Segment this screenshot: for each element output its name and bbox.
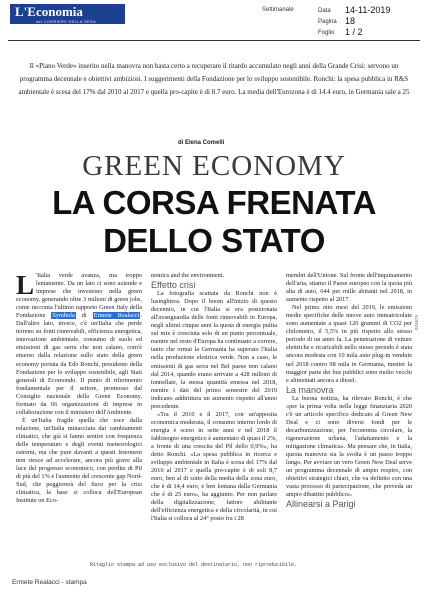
intro-deck: Il «Piano Verde» inserito nella manovra non basta certo a recuperare il ritardo accumulato negli anni della Grande Crisi: servono un programma decennale e obiettivi ambiziosi. I suggerimenti della Fondazione per lo sviluppo sostenibile. Ronchi: la spesa pubblica in R&S ambientale è scesa del 17% dal 2010 al 2017 e quella pro-capite è di 8.7 euro. La media dell'Eurozona è di 14.4 euro, in Germania sale a 25 xyxy=(18,62,410,96)
subheading-allinearsi-a-parigi: Allinearsi a Parigi xyxy=(286,499,356,510)
drop-cap: L xyxy=(16,272,35,300)
footer-label: Ermete Realacci - stampa xyxy=(12,579,87,586)
sheet-value: 1 / 2 xyxy=(345,27,363,37)
sheet-label: Foglio xyxy=(318,30,335,36)
page-label: Pagina xyxy=(318,19,337,25)
article-column-1: L 'Italia verde avanza, ma troppo lentamente. Da un lato ci sono aziende e imprese che investono nella green economy, generando oltre 3 milioni di green jobs, come racconta l'ultimo rapporto Green Italy della Fondazione Symbola di Ermete Realacci. Dall'altro lato, invece, c'è un'Italia che perde terreno su fonti rinnovabili, efficienza energetica, innovazione ambientale, consumo di suolo ed emissioni di gas serra che non calano, com'è emerso dalla relazione sullo stato della green economy portata da Edo Ronchi, presidente della Fondazione per lo sviluppo sostenibile, agli Stati generali di Ecomondo. Il punto di riferimento fondamentale per il settore, promosso dal Consiglio nazionale della Green Economy, formato da 66 organizzazioni di imprese in collaborazione con il ministero dell'Ambiente. È un'Italia fragile quella che esce dalla relazione, un'Italia minacciata dai cambiamenti climatici, che già si fanno sentire con frequenza delle temperature e degli eventi meteorologici estremi, ma che pure davanti a questi fenomeni non riesce ad accelerare, ancora più grave alla luce del progresso economico, con perdite di Pil di più del 1% e l'aumento del crescente gap Nord-Sud, che peggiorerà del fisco per la crisi climatica, la base si colloca dell'European Institute on Eco- xyxy=(16,272,142,505)
side-code: 074679 xyxy=(414,314,419,330)
paragraph: È un'Italia fragile quella che esce dalla relazione, un'Italia minacciata dai cambiamenti climatici, che già si fanno sentire con frequenza delle temperature e degli eventi meteorologici estremi, ma che pure davanti a questi fenomeni non riesce ad accelerare, ancora più grave alla luce del progresso economico, con perdite di Pil di più del 1% e l'aumento del crescente gap Nord-Sud, che peggiorerà del fisco per la crisi climatica, la base si colloca dell'European Institute on Eco- xyxy=(16,416,142,505)
article-column-2 xyxy=(151,272,277,564)
date-label: Data xyxy=(318,8,331,14)
paragraph: Nel primo otto mesi del 2019, le emissioni medie specifiche delle nuove auto immatricolate sono aumentate a quasi 120 grammi di CO2 per chilometro, il 5,5% in più rispetto allo stesso periodo di un anno fa. La penetrazione di vetture elettriche e ricaricabili nello stesso periodo è stata ancora modesta con 10 mila auto plug-in vendute nel 2018 contro 98 mila in Germania, mentre la maggior parte dei bus pubblici sono molto vecchi e alimentati ancora a diesel. xyxy=(286,304,412,384)
paragraph: nomics and the environment. xyxy=(151,272,225,279)
frequency-label: Settimanale xyxy=(262,7,294,13)
author-byline: di Elena Comelli xyxy=(178,140,225,146)
subheading-effetto-crisi: Effetto crisi xyxy=(151,280,196,291)
highlight-symbola: Symbola xyxy=(52,312,75,320)
clipping-note: Ritaglio stampa ad uso esclusivo del destinatario, non riproducibile. xyxy=(90,562,298,568)
paragraph: La fotografia scattata da Ronchi non è lusinghiera. Dopo il boom all'inizio di questo decennio, in cui l'Italia si era posizionata all'avanguardia delle fonti rinnovabili in Europa, negli ultimi cinque anni la quota di energia pulita sul mix è cresciuta solo di un punto percentuale, mentre nel resto d'Europa ha continuato a correre, tanto che ormai la Germania ha superato l'Italia nella produzione elettrica verde. Non a caso, le emissioni di gas serra nel Bel paese non calano dal 2014, quando erano arrivate a 428 milioni di tonnellate, la stessa quantità emessa nel 2018, mentre i dati del primo semestre del 2019 indicano addirittura un aumento rispetto all'anno precedente. xyxy=(151,290,277,410)
date-value: 14-11-2019 xyxy=(345,5,391,15)
paragraph: «Tra il 2010 e il 2017, con un'apposita economica moderata, il consumo interno lordo di energia è sceso in sette anni e nel 2018 il fabbisogno energetico è aumentato di quasi il 2%, a fronte di una crescita del Pil dello 0,9%», ha detto Ronchi. «La spesa pubblica in ricerca e sviluppo ambientale in Italia è scesa del 17% dal 2010 al 2017 e quella pro-capite è di soli 8,7 euro, ben al di sotto della media della zona euro, che è di 14,4 euro, e ben lontana dalla Germania che è di 25 euro», ha aggiunto. Per non parlare della digitalizzazione, fattore abilitante dell'efficienza energetica e della circolarità, in cui l'Italia si colloca al 24° posto fra i 28 xyxy=(151,410,277,523)
paragraph: membri dell'Unione. Sul fronte dell'inquinamento dell'aria, stiamo il Paese europeo con la quota più alta di auto, 644 per mille abitanti nel 2018, in aumento rispetto al 2017. xyxy=(286,272,412,304)
page-value: 18 xyxy=(345,16,356,26)
highlight-ermete-realacci: Ermete Realacci xyxy=(93,312,140,320)
headline-line-1: LA CORSA FRENATA xyxy=(52,184,376,221)
paragraph: La buona notizia, ha rilevato Ronchi, è che «per la prima volta nella legge finanziaria 2020 c'è un articolo specifico dedicato al Green New Deal e ci sono diversi fondi per le decarbonizzazione, per l'economia circolare, la rigenerazione urbana, l'adattamento e la mitigazione climatica». Ma pensare che, in Italia, questa manovra sia la svolta è un passo troppo lungo. Per avviare un vero Green New Deal serve un programma decennale di ampio respiro, con obiettivi strategici chiari, che va definito con una vasta processo di partecipazione, che preveda un ampio dibattito pubblico». xyxy=(286,394,412,499)
top-rule xyxy=(8,40,420,41)
subheading-la-manovra: La manovra xyxy=(286,384,334,395)
kicker: GREEN ECONOMY xyxy=(82,150,346,182)
publication-logo-subtitle: del CORRIERE DELLA SERA xyxy=(36,19,97,24)
headline-line-2: DELLO STATO xyxy=(103,222,325,259)
publication-logo: L'Economia xyxy=(10,4,125,24)
article-column-3 xyxy=(286,272,412,564)
